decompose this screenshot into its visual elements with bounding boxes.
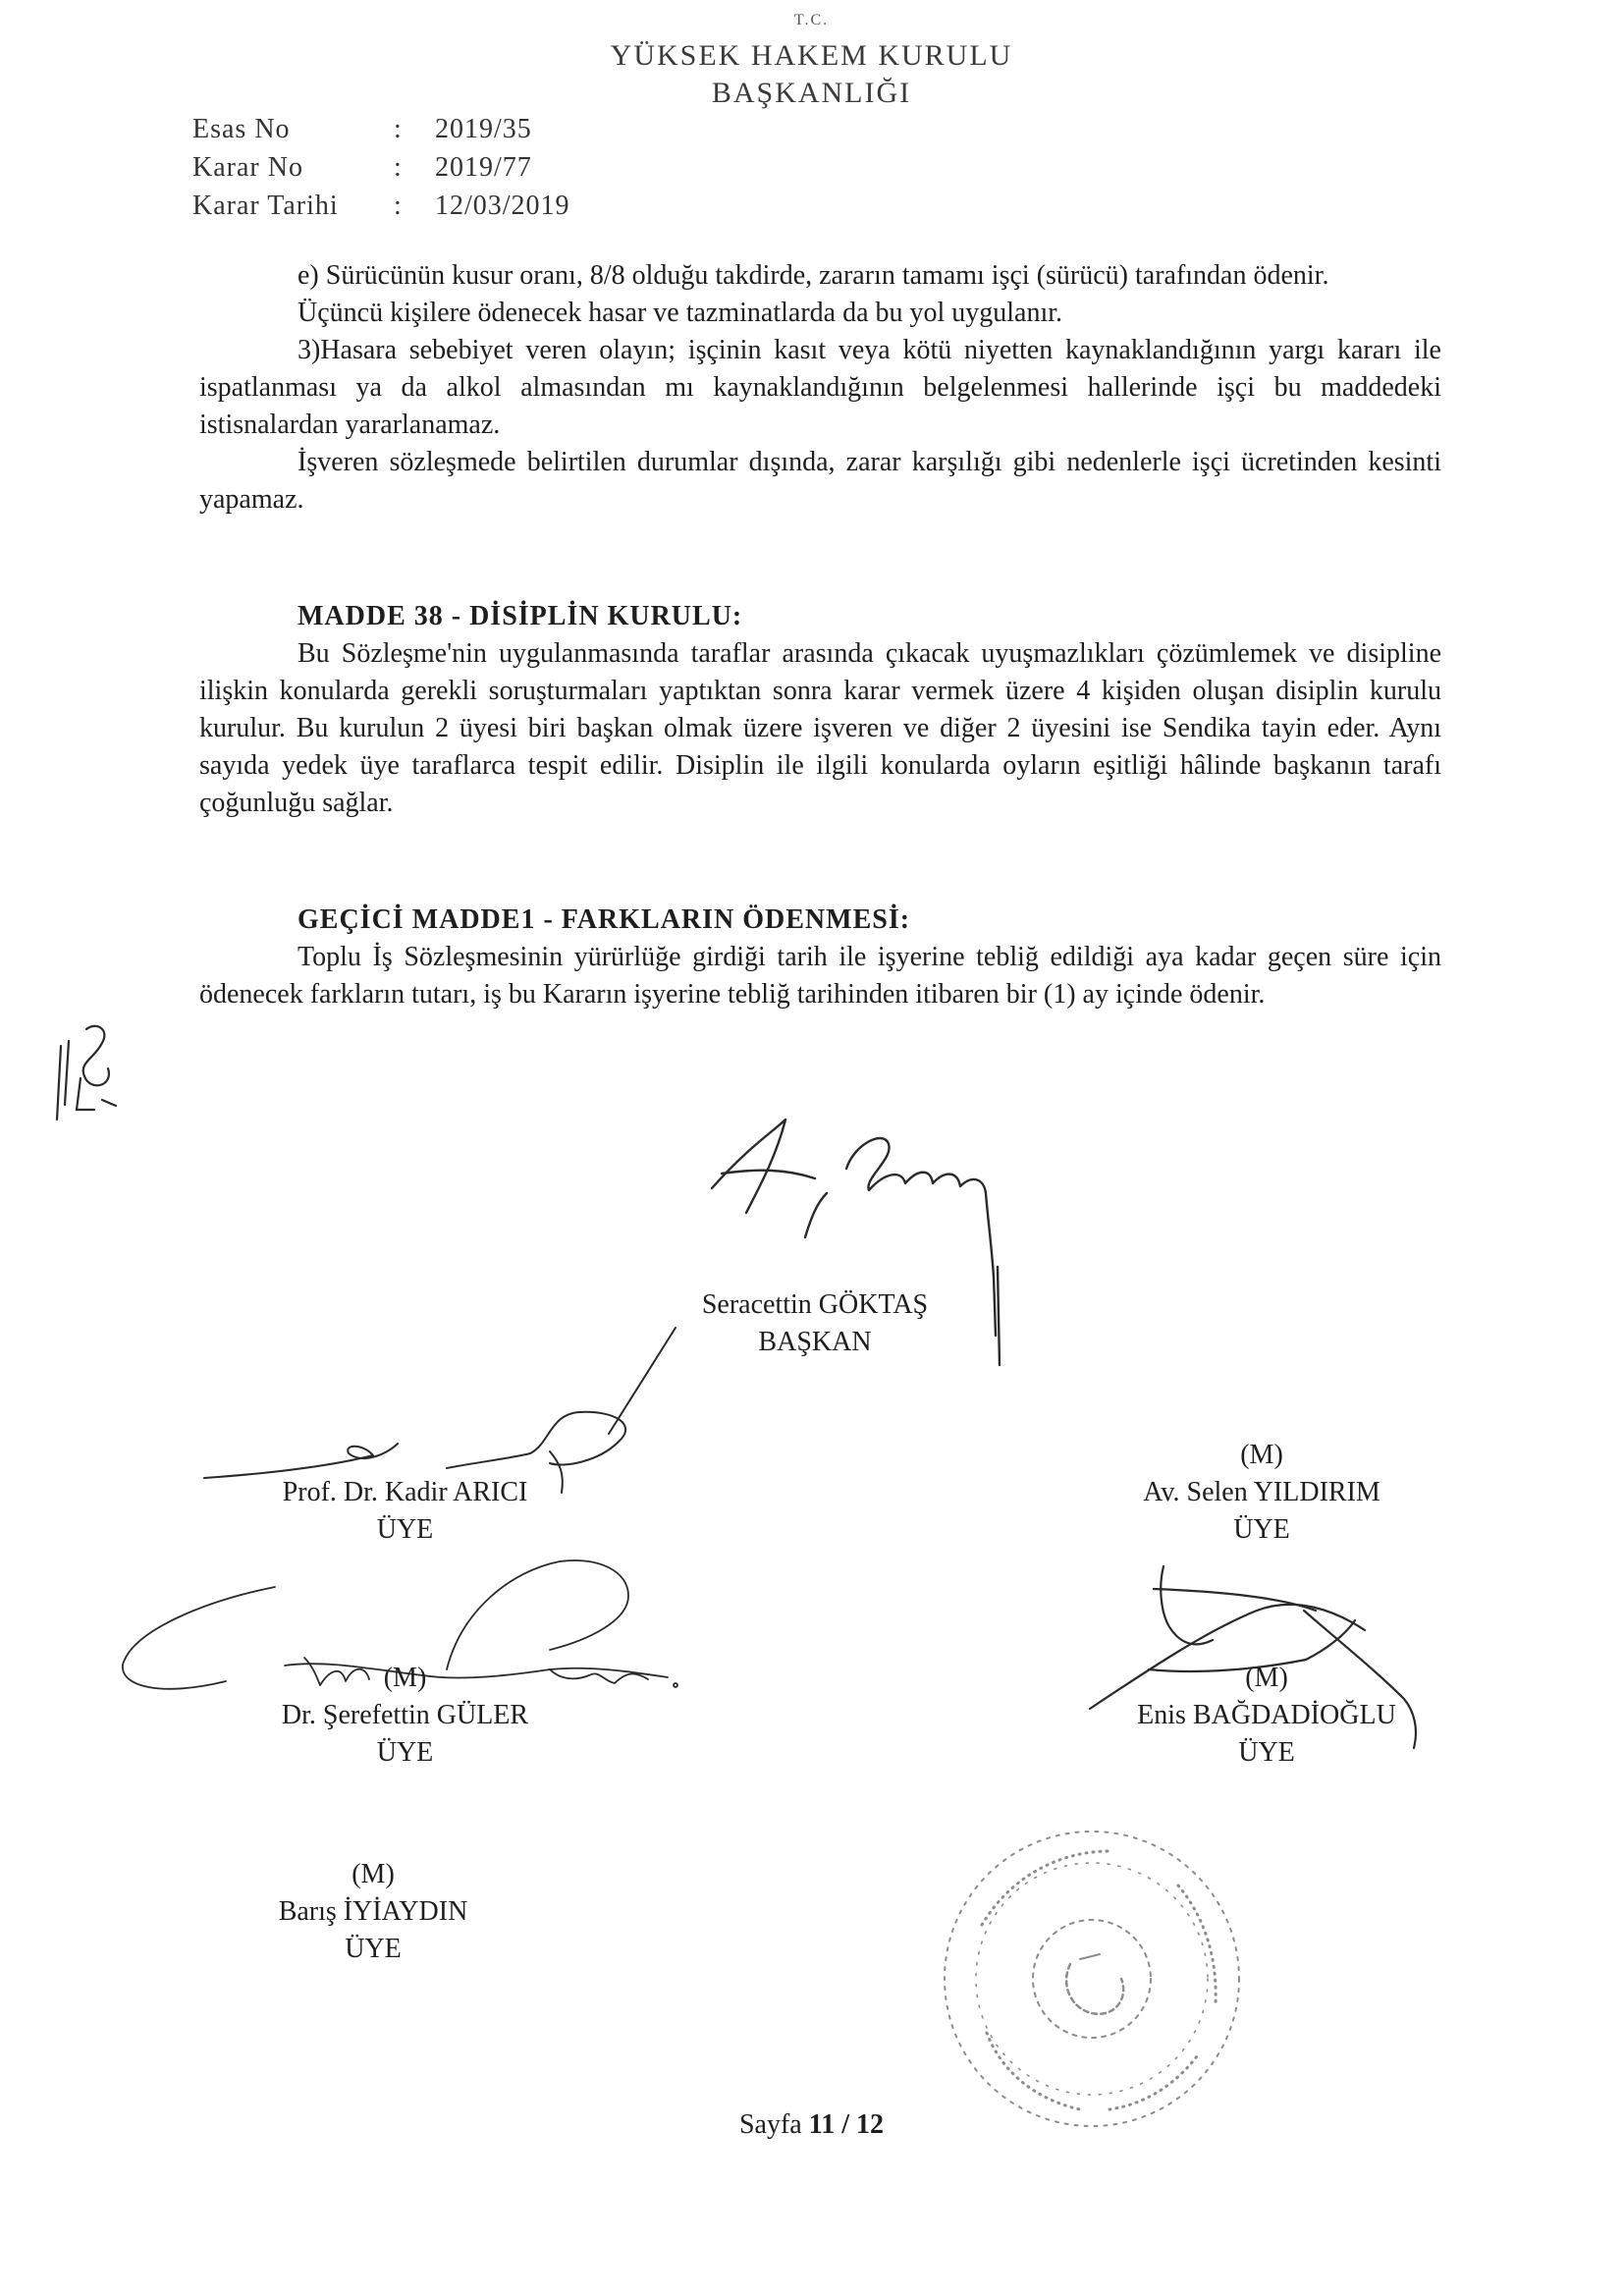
signatory-mark: (M) [352, 1859, 395, 1889]
meta-label: Karar Tarihi [192, 191, 339, 221]
meta-value: 2019/77 [435, 152, 532, 183]
page-current: 11 [808, 2109, 836, 2140]
header-org-line1: YÜKSEK HAKEM KURULU [610, 39, 1013, 72]
signatory-role: BAŞKAN [758, 1327, 872, 1357]
signatory-baris [226, 1856, 520, 1968]
case-metadata [192, 110, 570, 225]
signatory-name: Seracettin GÖKTAŞ [701, 1289, 929, 1320]
signatory-name: Enis BAĞDADİOĞLU [1137, 1700, 1396, 1730]
header-org-line2: BAŞKANLIĞI [711, 77, 912, 109]
meta-row-esas [192, 110, 570, 148]
meta-value: 12/03/2019 [435, 191, 570, 221]
signatory-enis [1090, 1660, 1443, 1772]
signatory-chair [668, 1286, 962, 1361]
meta-label: Esas No [192, 114, 291, 144]
signatory-role: ÜYE [376, 1514, 434, 1545]
page-separator: / [841, 2109, 849, 2140]
meta-row-karar [192, 148, 570, 187]
paragraph-employer: İşveren sözleşmede belirtilen durumlar dışında, zarar karşılığı gibi nedenlerle işçi ücretinden kesinti yapamaz. [199, 447, 1441, 515]
meta-value: 2019/35 [435, 114, 532, 144]
signatory-role: ÜYE [376, 1737, 434, 1768]
meta-separator: : [394, 114, 402, 144]
meta-separator: : [394, 191, 402, 221]
meta-separator: : [394, 152, 402, 183]
official-stamp [945, 1831, 1239, 2126]
signatory-selen [1070, 1437, 1453, 1549]
signatory-role: ÜYE [345, 1934, 402, 1964]
body-section-top [199, 257, 1441, 519]
page-prefix: Sayfa [738, 2109, 802, 2140]
article-38 [199, 598, 1441, 822]
signatory-mark: (M) [1245, 1663, 1288, 1693]
signatory-kadir [236, 1474, 574, 1549]
meta-row-tarih [192, 187, 570, 225]
kadir-signature [204, 1328, 676, 1493]
temporary-article-heading: GEÇİCİ MADDE1 - FARKLARIN ÖDENMESİ: [298, 904, 911, 935]
article-38-text: Bu Sözleşme'nin uygulanmasında taraflar arasında çıkacak uyuşmazlıkları çözümlemek ve disipline ilişkin konularda gerekli soruşturmaları yaptıktan sonra karar vermek üzere 4 kişiden oluşan disiplin kurulu kurulur. Bu kurulun 2 üyesi biri başkan olmak üzere işveren ve diğer 2 üyesini ise Sendika tayin eder. Aynı sayıda yedek üye taraflarca tespit edilir. Disiplin ile ilgili konularda oyların eşitliği hâlinde başkanın tarafı çoğunluğu sağlar. [199, 638, 1441, 818]
paragraph-third-parties: Üçüncü kişilere ödenecek hasar ve tazminatlarda da bu yol uygulanır. [298, 298, 1063, 328]
signatory-name: Prof. Dr. Kadir ARICI [282, 1477, 528, 1507]
header-tc: T.C. [793, 12, 830, 28]
signatory-mark: (M) [383, 1663, 427, 1693]
temporary-article [199, 902, 1441, 1013]
header-organization [0, 37, 1623, 112]
signatory-role: ÜYE [1233, 1514, 1290, 1545]
paragraph-3: 3)Hasara sebebiyet veren olayın; işçinin kasıt veya kötü niyetten kaynaklandığının yargı kararı ile ispatlanması ya da alkol almasından mı kaynaklandığının belgelenmesi hallerinde işçi bu maddedeki istisnalardan yararlanamaz. [199, 335, 1441, 440]
paragraph-e: e) Sürücünün kusur oranı, 8/8 olduğu takdirde, zararın tamamı işçi (sürücü) tarafından ödenir. [298, 260, 1329, 291]
signatory-mark: (M) [1240, 1440, 1283, 1470]
signatory-name: Barış İYİAYDIN [278, 1896, 468, 1927]
temporary-article-text: Toplu İş Sözleşmesinin yürürlüğe girdiği tarih ile işyerine tebliğ edildiği aya kadar geçen süre için ödenecek farkların tutarı, iş bu Kararın işyerine tebliğ tarihinden itibaren bir (1) ay içinde ödenir. [199, 942, 1441, 1010]
meta-label: Karar No [192, 152, 303, 183]
signatory-name: Av. Selen YILDIRIM [1143, 1477, 1380, 1507]
signatory-name: Dr. Şerefettin GÜLER [281, 1700, 529, 1730]
page-total: 12 [856, 2109, 884, 2140]
article-38-heading: MADDE 38 - DİSİPLİN KURULU: [298, 601, 743, 631]
signatory-serefettin [236, 1660, 574, 1772]
signatory-role: ÜYE [1238, 1737, 1295, 1768]
page-number [0, 2109, 1623, 2141]
